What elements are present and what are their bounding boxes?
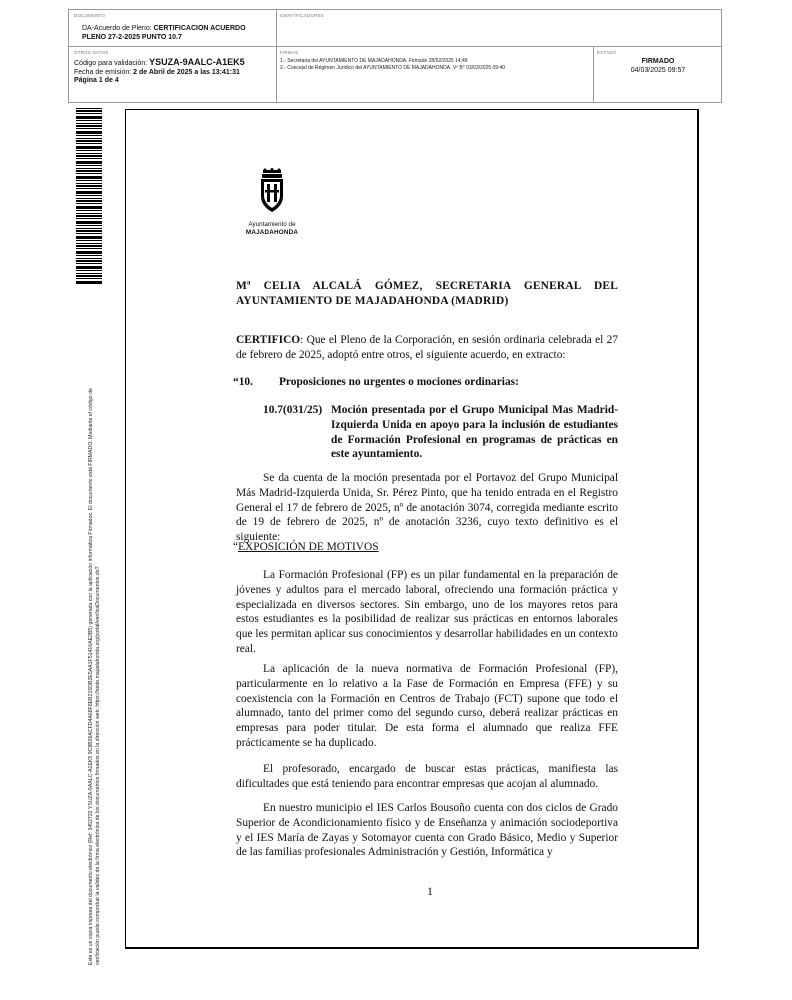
document-header [68, 9, 722, 103]
paragraph-2: La aplicación de la nueva normativa de Formación Profesional (FP), particularmente en lo relativo a la Fase de Formación en Empresa (FFE) y su coexistencia con la Formación en Centros de Trabajo (FCT) supone que todo el alumnado, tanto del primer como del segundo curso, deberá realizar prácticas en empresas para poder titular. De esta forma el alumnado que realiza FFE prácticamente se ha duplicado. [236, 663, 618, 749]
document-heading: Mª CELIA ALCALÁ GÓMEZ, SECRETARIA GENERAL DEL AYUNTAMIENTO DE MAJADAHONDA (MADRID) [236, 280, 618, 307]
paragraph-1: La Formación Profesional (FP) es un pilar fundamental en la preparación de jóvenes y adultos para el mercado laboral, ofreciendo una formación práctica y especializada en diversos sectores. Sin embargo, uno de los mayores retos para estos estudiantes es la posibilidad de realizar sus prácticas en entornos laborales que les permitan aplicar sus conocimientos y desarrollar habilidades en un contexto real. [236, 569, 618, 655]
logo-line-2: MAJADAHONDA [245, 228, 299, 236]
item-title: Moción presentada por el Grupo Municipal Mas Madrid-Izquierda Unida en apoyo para la inclusión de estudiantes de Formación Profesional en programas de prácticas en este ayuntamiento. [331, 404, 618, 461]
section-heading: “10. Proposiciones no urgentes o mociones ordinarias: [233, 376, 519, 388]
verification-side-text: Este es un copia impresa del documento electrónico (Ref: 3452722 YSUZA-9AALC-A1EK5 9C8B26ACFD4A68F8EB215DB2E5AA1F51416AE2B5) generada con la aplicación informática Firmadoc. El documento está FIRMADO. Mediante el código de verificación puede comprobar la validez de la firma electrónica de los documentos firmados en la dirección web: https://sede.majadahonda.org/portal/verificaDocumentos.do? [88, 388, 101, 965]
estado-date: 04/03/2025 09:57 [630, 66, 686, 74]
municipal-logo [236, 168, 308, 236]
estado-value: FIRMADO [641, 58, 675, 65]
firma-1: 1.- Secretaria del AYUNTAMIENTO DE MAJADAHONDA. Firmado 28/02/2025 14:49 [280, 58, 468, 64]
firma-2: 2.- Concejal de Régimen Jurídico del AYUNTAMIENTO DE MAJADAHONDA. Vº B° 03/03/2025 09:40 [280, 65, 506, 71]
fecha-emision: Fecha de emisión: 2 de Abril de 2025 a las 13:41:31 [74, 68, 240, 76]
logo-line-1: Ayuntamiento de [248, 221, 296, 228]
documento-title: DA-Acuerdo de Pleno: CERTIFICACION ACUERDO PLENO 27-2-2025 PUNTO 10.7 [82, 25, 246, 41]
documento-label: DOCUMENTO [74, 13, 106, 18]
paragraph-3: El profesorado, encargado de buscar estas prácticas, manifiesta las dificultades que está teniendo para encontrar empresas que acojan al alumnado. [236, 763, 618, 790]
codigo-validacion: Código para validación: YSUZA-9AALC-A1EK5 [74, 57, 245, 67]
estado-label: ESTADO [597, 50, 617, 55]
coat-of-arms-icon [252, 168, 292, 216]
item-number: 10.7(031/25) [263, 404, 323, 416]
exposicion-heading: “EXPOSICIÓN DE MOTIVOS [233, 541, 379, 553]
item-heading [263, 403, 618, 462]
firmas-label: FIRMAS [280, 50, 299, 55]
barcode [76, 108, 102, 284]
page-number: 1 [427, 886, 433, 898]
paragraph-4: En nuestro municipio el IES Carlos Bousoño cuenta con dos ciclos de Grado Superior de Acondicionamiento físico y de Enseñanza y animación sociodeportiva y el IES María de Zayas y Sotomayor cuenta con Grado Básico, Medio y Superior de las familias profesionales Administración y Gestión, Informática y [236, 802, 618, 859]
identificadores-label: IDENTIFICADORES [280, 13, 325, 18]
intro-paragraph: Se da cuenta de la moción presentada por el Portavoz del Grupo Municipal Más Madrid-Izquierda Unida, Sr. Pérez Pinto, que ha tenido entrada en el Registro General el 17 de febrero de 2025, nº de anotación 3074, corregida mediante escrito de 19 de febrero de 2025, nº de anotación 3236, cuyo texto definitivo es el siguiente: [236, 472, 618, 544]
otros-datos-label: OTROS DATOS [74, 50, 109, 55]
pagina-count: Página 1 de 4 [74, 77, 119, 84]
certifico-paragraph: CERTIFICO: Que el Pleno de la Corporación, en sesión ordinaria celebrada el 27 de febrero de 2025, adoptó entre otros, el siguiente acuerdo, en extracto: [236, 334, 618, 361]
